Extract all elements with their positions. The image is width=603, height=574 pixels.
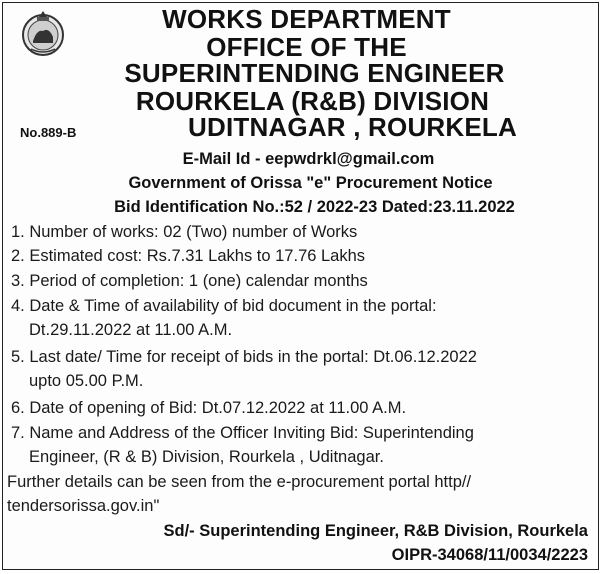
signature-line: Sd/- Superintending Engineer, R&B Division, Rourkela bbox=[163, 522, 588, 540]
header-office: OFFICE OF THE bbox=[206, 32, 407, 62]
item-date-of-opening: 6. Date of opening of Bid: Dt.07.12.2022 at 11.00 A.M. bbox=[11, 399, 407, 417]
header-designation: SUPERINTENDING ENGINEER bbox=[124, 58, 505, 88]
item-inviting-officer: 7. Name and Address of the Officer Inviting Bid: Superintending bbox=[11, 424, 474, 442]
item-estimated-cost: 2. Estimated cost: Rs.7.31 Lakhs to 17.76 Lakhs bbox=[11, 247, 366, 265]
header-location: UDITNAGAR , ROURKELA bbox=[188, 112, 517, 142]
further-details-portal: tendersorissa.gov.in" bbox=[7, 497, 160, 515]
item-last-date-time: upto 05.00 P.M. bbox=[29, 372, 144, 390]
item-number-of-works: 1. Number of works: 02 (Two) number of Works bbox=[11, 223, 358, 241]
item-period-of-completion: 3. Period of completion: 1 (one) calendar months bbox=[11, 272, 368, 290]
bid-identification: Bid Identification No.:52 / 2022-23 Dated:23.11.2022 bbox=[114, 198, 515, 216]
notice-title: Government of Orissa "e" Procurement Notice bbox=[128, 174, 493, 192]
header-department: WORKS DEPARTMENT bbox=[162, 4, 451, 34]
header-division: ROURKELA (R&B) DIVISION bbox=[135, 86, 490, 116]
reference-number: No.889-B bbox=[20, 125, 77, 140]
further-details: Further details can be seen from the e-procurement portal http// bbox=[7, 473, 472, 491]
email-id: E-Mail Id - eepwdrkl@gmail.com bbox=[182, 150, 435, 168]
item-last-date: 5. Last date/ Time for receipt of bids in the portal: Dt.06.12.2022 bbox=[11, 348, 477, 366]
item-bid-availability: 4. Date & Time of availability of bid document in the portal: bbox=[11, 297, 437, 315]
item-inviting-officer-address: Engineer, (R & B) Division, Rourkela , Uditnagar. bbox=[29, 448, 384, 466]
oipr-number: OIPR-34068/11/0034/2223 bbox=[391, 546, 588, 564]
tender-notice bbox=[2, 2, 599, 570]
item-bid-availability-date: Dt.29.11.2022 at 11.00 A.M. bbox=[29, 321, 233, 339]
